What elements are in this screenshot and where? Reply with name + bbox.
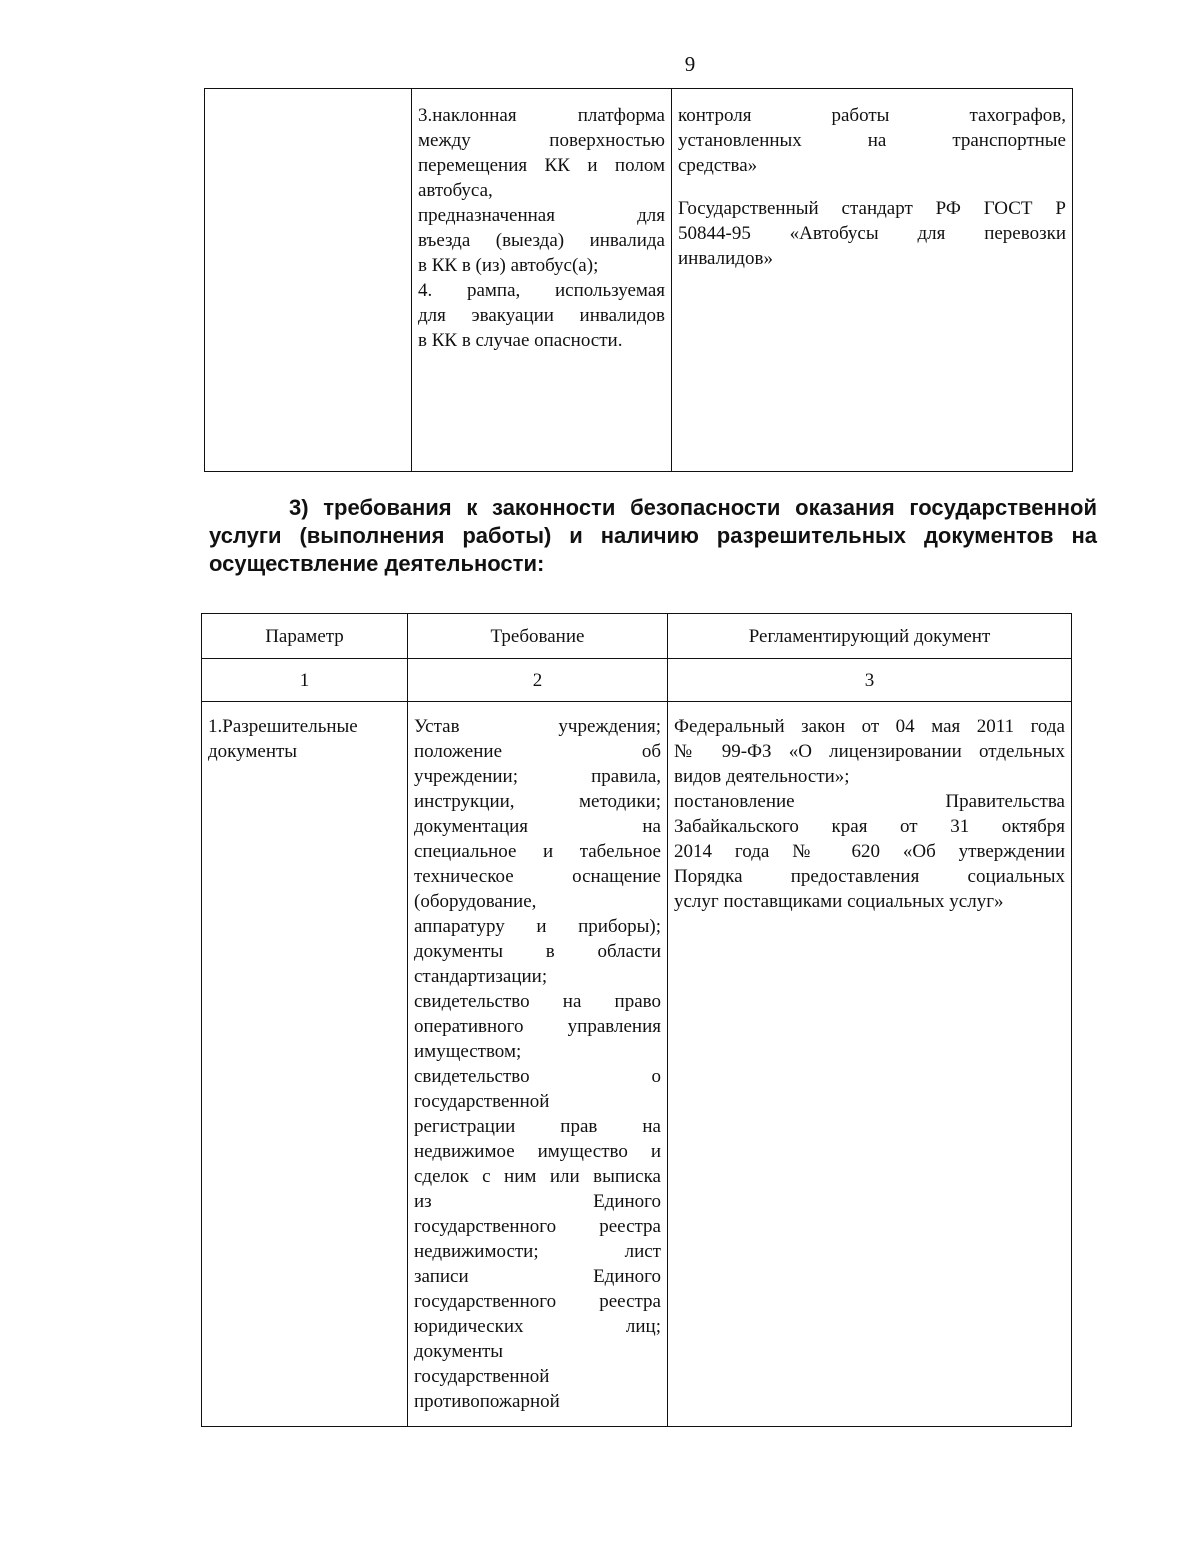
text-line: положение об — [414, 741, 661, 762]
text-line: документация на — [414, 816, 661, 837]
text-line: между поверхностью — [418, 130, 665, 151]
text-line: Устав учреждения; — [414, 716, 661, 737]
regulation-cell — [672, 89, 1073, 472]
text-line: инвалидов» — [678, 248, 773, 269]
text-line: из Единого — [414, 1191, 661, 1212]
text-line: Забайкальского края от 31 октября — [674, 816, 1065, 837]
header-document: Регламентирующий документ — [668, 614, 1072, 659]
heading-line-2: услуги (выполнения работы) и наличию разрешительных документов на — [209, 523, 1097, 548]
text-line: в КК в (из) автобус(а); — [418, 255, 599, 276]
text-line: автобуса, — [418, 180, 493, 201]
text-line: Федеральный закон от 04 мая 2011 года — [674, 716, 1065, 737]
header-requirement: Требование — [408, 614, 668, 659]
text-line: 50844-95 «Автобусы для перевозки — [678, 223, 1066, 244]
text-line: государственного реестра — [414, 1291, 661, 1312]
text-line: для эвакуации инвалидов — [418, 305, 665, 326]
text-line: учреждении; правила, — [414, 766, 661, 787]
column-number: 3 — [668, 659, 1072, 702]
text-line: специальное и табельное — [414, 841, 661, 862]
text-line: аппаратуру и приборы); — [414, 916, 661, 937]
text-line: перемещения КК и полом — [418, 155, 665, 176]
heading-line-3: осуществление деятельности: — [209, 551, 545, 576]
text-line: недвижимости; лист — [414, 1241, 661, 1262]
text-line: средства» — [678, 155, 758, 176]
document-cell — [668, 702, 1072, 1427]
text-line: услуг поставщиками социальных услуг» — [674, 891, 1004, 912]
text-line: юридических лиц; — [414, 1316, 661, 1337]
continued-table — [204, 88, 1073, 472]
heading-line-1: 3) требования к законности безопасности оказания государственной — [289, 495, 1097, 520]
text-line: (оборудование, — [414, 891, 537, 912]
page-number: 9 — [684, 52, 696, 76]
text-line: государственной — [414, 1366, 550, 1387]
text-line: предназначенная для — [418, 205, 665, 226]
parameter-cell — [202, 702, 408, 1427]
text-line: недвижимое имущество и — [414, 1141, 661, 1162]
empty-cell — [205, 89, 412, 472]
text-line: свидетельство на право — [414, 991, 661, 1012]
text-line: видов деятельности»; — [674, 766, 850, 787]
text-line: противопожарной — [414, 1391, 560, 1412]
text-line: 1.Разрешительные — [208, 716, 358, 737]
text-line: Порядка предоставления социальных — [674, 866, 1065, 887]
text-line: № 99-ФЗ «О лицензировании отдельных — [674, 741, 1065, 762]
text-line: документы в области — [414, 941, 661, 962]
text-line: контроля работы тахографов, — [678, 105, 1066, 126]
text-line: государственного реестра — [414, 1216, 661, 1237]
column-number: 2 — [408, 659, 668, 702]
text-line: 2014 года № 620 «Об утверждении — [674, 841, 1065, 862]
text-line: техническое оснащение — [414, 866, 661, 887]
text-line: документы — [414, 1341, 504, 1362]
text-line: имуществом; — [414, 1041, 522, 1062]
text-line: Государственный стандарт РФ ГОСТ Р — [678, 198, 1066, 219]
text-line: стандартизации; — [414, 966, 548, 987]
text-line: постановление Правительства — [674, 791, 1065, 812]
section-heading — [209, 494, 1097, 578]
equipment-cell — [412, 89, 672, 472]
requirements-table — [201, 613, 1072, 1427]
column-number: 1 — [202, 659, 408, 702]
text-line: свидетельство о — [414, 1066, 661, 1087]
text-line: установленных на транспортные — [678, 130, 1066, 151]
text-line: инструкции, методики; — [414, 791, 661, 812]
text-line: 3.наклонная платформа — [418, 105, 665, 126]
text-line: оперативного управления — [414, 1016, 661, 1037]
text-line: в КК в случае опасности. — [418, 330, 623, 351]
text-line: государственной — [414, 1091, 550, 1112]
text-line: регистрации прав на — [414, 1116, 661, 1137]
text-line: сделок с ним или выписка — [414, 1166, 661, 1187]
text-line: документы — [208, 741, 298, 762]
text-line: 4. рампа, используемая — [418, 280, 665, 301]
text-line: въезда (выезда) инвалида — [418, 230, 665, 251]
text-line: записи Единого — [414, 1266, 661, 1287]
header-parameter: Параметр — [202, 614, 408, 659]
requirement-cell — [408, 702, 668, 1427]
